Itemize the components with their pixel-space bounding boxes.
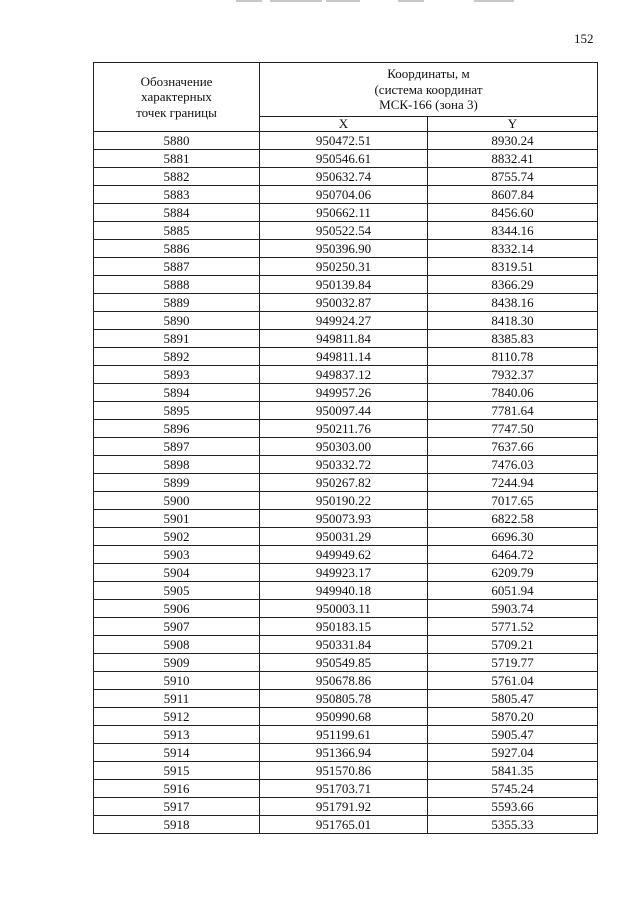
x-coordinate-cell: 950472.51 bbox=[260, 132, 428, 150]
table-row bbox=[94, 168, 598, 186]
table-row bbox=[94, 564, 598, 582]
y-column-header: Y bbox=[428, 116, 598, 131]
point-cell: 5892 bbox=[94, 348, 260, 366]
x-coordinate-cell: 949940.18 bbox=[260, 582, 428, 600]
x-coordinate-cell: 950031.29 bbox=[260, 528, 428, 546]
y-coordinate-cell: 7476.03 bbox=[428, 456, 598, 474]
x-coordinate-cell: 950032.87 bbox=[260, 294, 428, 312]
x-coordinate-cell: 950332.72 bbox=[260, 456, 428, 474]
table-row bbox=[94, 150, 598, 168]
x-coordinate-cell: 950396.90 bbox=[260, 240, 428, 258]
point-cell: 5911 bbox=[94, 690, 260, 708]
x-coordinate-cell: 950097.44 bbox=[260, 402, 428, 420]
x-coordinate-cell: 950183.15 bbox=[260, 618, 428, 636]
point-cell: 5895 bbox=[94, 402, 260, 420]
x-coordinate-cell: 951199.61 bbox=[260, 726, 428, 744]
table-row bbox=[94, 672, 598, 690]
point-cell: 5881 bbox=[94, 150, 260, 168]
point-cell: 5893 bbox=[94, 366, 260, 384]
x-coordinate-cell: 949923.17 bbox=[260, 564, 428, 582]
x-coordinate-cell: 949949.62 bbox=[260, 546, 428, 564]
y-coordinate-cell: 8607.84 bbox=[428, 186, 598, 204]
table-row bbox=[94, 546, 598, 564]
y-coordinate-cell: 8344.16 bbox=[428, 222, 598, 240]
point-cell: 5918 bbox=[94, 816, 260, 834]
x-coordinate-cell: 950678.86 bbox=[260, 672, 428, 690]
point-cell: 5901 bbox=[94, 510, 260, 528]
y-coordinate-cell: 5593.66 bbox=[428, 798, 598, 816]
table-row bbox=[94, 366, 598, 384]
x-coordinate-cell: 950549.85 bbox=[260, 654, 428, 672]
y-coordinate-cell: 8456.60 bbox=[428, 204, 598, 222]
y-coordinate-cell: 7017.65 bbox=[428, 492, 598, 510]
x-coordinate-cell: 950003.11 bbox=[260, 600, 428, 618]
point-cell: 5904 bbox=[94, 564, 260, 582]
point-cell: 5912 bbox=[94, 708, 260, 726]
x-coordinate-cell: 949957.26 bbox=[260, 384, 428, 402]
point-cell: 5914 bbox=[94, 744, 260, 762]
x-coordinate-cell: 949811.84 bbox=[260, 330, 428, 348]
x-coordinate-cell: 949837.12 bbox=[260, 366, 428, 384]
x-coordinate-cell: 951703.71 bbox=[260, 780, 428, 798]
y-coordinate-cell: 5355.33 bbox=[428, 816, 598, 834]
x-coordinate-cell: 950303.00 bbox=[260, 438, 428, 456]
point-cell: 5910 bbox=[94, 672, 260, 690]
scan-mark bbox=[236, 0, 262, 2]
page-number: 152 bbox=[574, 31, 594, 46]
point-cell: 5896 bbox=[94, 420, 260, 438]
y-coordinate-cell: 8385.83 bbox=[428, 330, 598, 348]
point-cell: 5888 bbox=[94, 276, 260, 294]
y-coordinate-cell: 5903.74 bbox=[428, 600, 598, 618]
table-row bbox=[94, 492, 598, 510]
table-row bbox=[94, 618, 598, 636]
y-coordinate-cell: 7781.64 bbox=[428, 402, 598, 420]
point-cell: 5898 bbox=[94, 456, 260, 474]
point-cell: 5890 bbox=[94, 312, 260, 330]
y-coordinate-cell: 5905.47 bbox=[428, 726, 598, 744]
table-row bbox=[94, 816, 598, 834]
point-cell: 5889 bbox=[94, 294, 260, 312]
y-coordinate-cell: 8366.29 bbox=[428, 276, 598, 294]
y-coordinate-cell: 6051.94 bbox=[428, 582, 598, 600]
y-coordinate-cell: 7244.94 bbox=[428, 474, 598, 492]
point-cell: 5905 bbox=[94, 582, 260, 600]
table-row bbox=[94, 744, 598, 762]
x-coordinate-cell: 950990.68 bbox=[260, 708, 428, 726]
y-coordinate-cell: 8110.78 bbox=[428, 348, 598, 366]
table-row bbox=[94, 402, 598, 420]
table-row bbox=[94, 780, 598, 798]
x-coordinate-cell: 949811.14 bbox=[260, 348, 428, 366]
y-coordinate-cell: 8319.51 bbox=[428, 258, 598, 276]
x-coordinate-cell: 950267.82 bbox=[260, 474, 428, 492]
header-line: характерных bbox=[141, 89, 212, 105]
x-coordinate-cell: 950704.06 bbox=[260, 186, 428, 204]
table-row bbox=[94, 510, 598, 528]
point-cell: 5886 bbox=[94, 240, 260, 258]
point-cell: 5917 bbox=[94, 798, 260, 816]
scan-mark bbox=[270, 0, 322, 2]
table-row bbox=[94, 384, 598, 402]
table-row bbox=[94, 204, 598, 222]
y-coordinate-cell: 8832.41 bbox=[428, 150, 598, 168]
point-cell: 5913 bbox=[94, 726, 260, 744]
y-coordinate-cell: 5719.77 bbox=[428, 654, 598, 672]
table-row bbox=[94, 708, 598, 726]
table-row bbox=[94, 474, 598, 492]
y-coordinate-cell: 6822.58 bbox=[428, 510, 598, 528]
y-coordinate-cell: 7747.50 bbox=[428, 420, 598, 438]
table-row bbox=[94, 294, 598, 312]
point-column-header bbox=[94, 63, 260, 132]
x-coordinate-cell: 950632.74 bbox=[260, 168, 428, 186]
y-coordinate-cell: 7840.06 bbox=[428, 384, 598, 402]
y-coordinate-cell: 5771.52 bbox=[428, 618, 598, 636]
x-coordinate-cell: 950662.11 bbox=[260, 204, 428, 222]
table-row bbox=[94, 240, 598, 258]
point-cell: 5906 bbox=[94, 600, 260, 618]
table-row bbox=[94, 582, 598, 600]
point-cell: 5907 bbox=[94, 618, 260, 636]
header-line: Координаты, м bbox=[387, 65, 470, 81]
point-cell: 5894 bbox=[94, 384, 260, 402]
point-cell: 5880 bbox=[94, 132, 260, 150]
table-row bbox=[94, 312, 598, 330]
point-cell: 5899 bbox=[94, 474, 260, 492]
scan-mark bbox=[326, 0, 360, 2]
point-cell: 5915 bbox=[94, 762, 260, 780]
x-coordinate-cell: 951791.92 bbox=[260, 798, 428, 816]
x-coordinate-cell: 950522.54 bbox=[260, 222, 428, 240]
point-cell: 5897 bbox=[94, 438, 260, 456]
y-coordinate-cell: 8438.16 bbox=[428, 294, 598, 312]
table-row bbox=[94, 528, 598, 546]
table-row bbox=[94, 654, 598, 672]
y-coordinate-cell: 8930.24 bbox=[428, 132, 598, 150]
table-body bbox=[94, 132, 598, 834]
table-row bbox=[94, 132, 598, 150]
table-row bbox=[94, 348, 598, 366]
table-row bbox=[94, 276, 598, 294]
x-coordinate-cell: 949924.27 bbox=[260, 312, 428, 330]
table-row bbox=[94, 726, 598, 744]
table-row bbox=[94, 330, 598, 348]
table-row bbox=[94, 258, 598, 276]
point-cell: 5909 bbox=[94, 654, 260, 672]
x-coordinate-cell: 951366.94 bbox=[260, 744, 428, 762]
header-line: (система координат bbox=[374, 81, 483, 97]
x-column-header: X bbox=[260, 116, 428, 131]
scan-mark bbox=[474, 0, 514, 2]
header-line: Обозначение bbox=[140, 73, 213, 89]
y-coordinate-cell: 8755.74 bbox=[428, 168, 598, 186]
x-coordinate-cell: 950805.78 bbox=[260, 690, 428, 708]
coordinates-table bbox=[93, 62, 598, 834]
x-coordinate-cell: 951570.86 bbox=[260, 762, 428, 780]
y-coordinate-cell: 5709.21 bbox=[428, 636, 598, 654]
table-row bbox=[94, 798, 598, 816]
table-row bbox=[94, 186, 598, 204]
point-cell: 5902 bbox=[94, 528, 260, 546]
y-coordinate-cell: 5870.20 bbox=[428, 708, 598, 726]
y-coordinate-cell: 5805.47 bbox=[428, 690, 598, 708]
x-coordinate-cell: 950190.22 bbox=[260, 492, 428, 510]
y-coordinate-cell: 5761.04 bbox=[428, 672, 598, 690]
table-row bbox=[94, 762, 598, 780]
y-coordinate-cell: 5745.24 bbox=[428, 780, 598, 798]
y-coordinate-cell: 8418.30 bbox=[428, 312, 598, 330]
table-row bbox=[94, 636, 598, 654]
point-cell: 5883 bbox=[94, 186, 260, 204]
point-cell: 5887 bbox=[94, 258, 260, 276]
y-coordinate-cell: 7637.66 bbox=[428, 438, 598, 456]
table-row bbox=[94, 420, 598, 438]
coordinates-group-header bbox=[260, 63, 598, 117]
header-line: точек границы bbox=[136, 104, 217, 120]
point-cell: 5908 bbox=[94, 636, 260, 654]
x-coordinate-cell: 950139.84 bbox=[260, 276, 428, 294]
table-row bbox=[94, 438, 598, 456]
y-coordinate-cell: 6696.30 bbox=[428, 528, 598, 546]
point-cell: 5882 bbox=[94, 168, 260, 186]
scan-mark bbox=[398, 0, 424, 2]
x-coordinate-cell: 950073.93 bbox=[260, 510, 428, 528]
x-coordinate-cell: 950331.84 bbox=[260, 636, 428, 654]
point-cell: 5884 bbox=[94, 204, 260, 222]
y-coordinate-cell: 8332.14 bbox=[428, 240, 598, 258]
point-cell: 5891 bbox=[94, 330, 260, 348]
x-coordinate-cell: 950546.61 bbox=[260, 150, 428, 168]
table-row bbox=[94, 456, 598, 474]
x-coordinate-cell: 950211.76 bbox=[260, 420, 428, 438]
y-coordinate-cell: 5841.35 bbox=[428, 762, 598, 780]
y-coordinate-cell: 6464.72 bbox=[428, 546, 598, 564]
x-coordinate-cell: 951765.01 bbox=[260, 816, 428, 834]
y-coordinate-cell: 7932.37 bbox=[428, 366, 598, 384]
y-coordinate-cell: 5927.04 bbox=[428, 744, 598, 762]
table-row bbox=[94, 222, 598, 240]
y-coordinate-cell: 6209.79 bbox=[428, 564, 598, 582]
point-cell: 5885 bbox=[94, 222, 260, 240]
point-cell: 5900 bbox=[94, 492, 260, 510]
point-cell: 5916 bbox=[94, 780, 260, 798]
table-row bbox=[94, 690, 598, 708]
point-cell: 5903 bbox=[94, 546, 260, 564]
x-coordinate-cell: 950250.31 bbox=[260, 258, 428, 276]
header-line: МСК-166 (зона 3) bbox=[379, 97, 478, 113]
table-row bbox=[94, 600, 598, 618]
